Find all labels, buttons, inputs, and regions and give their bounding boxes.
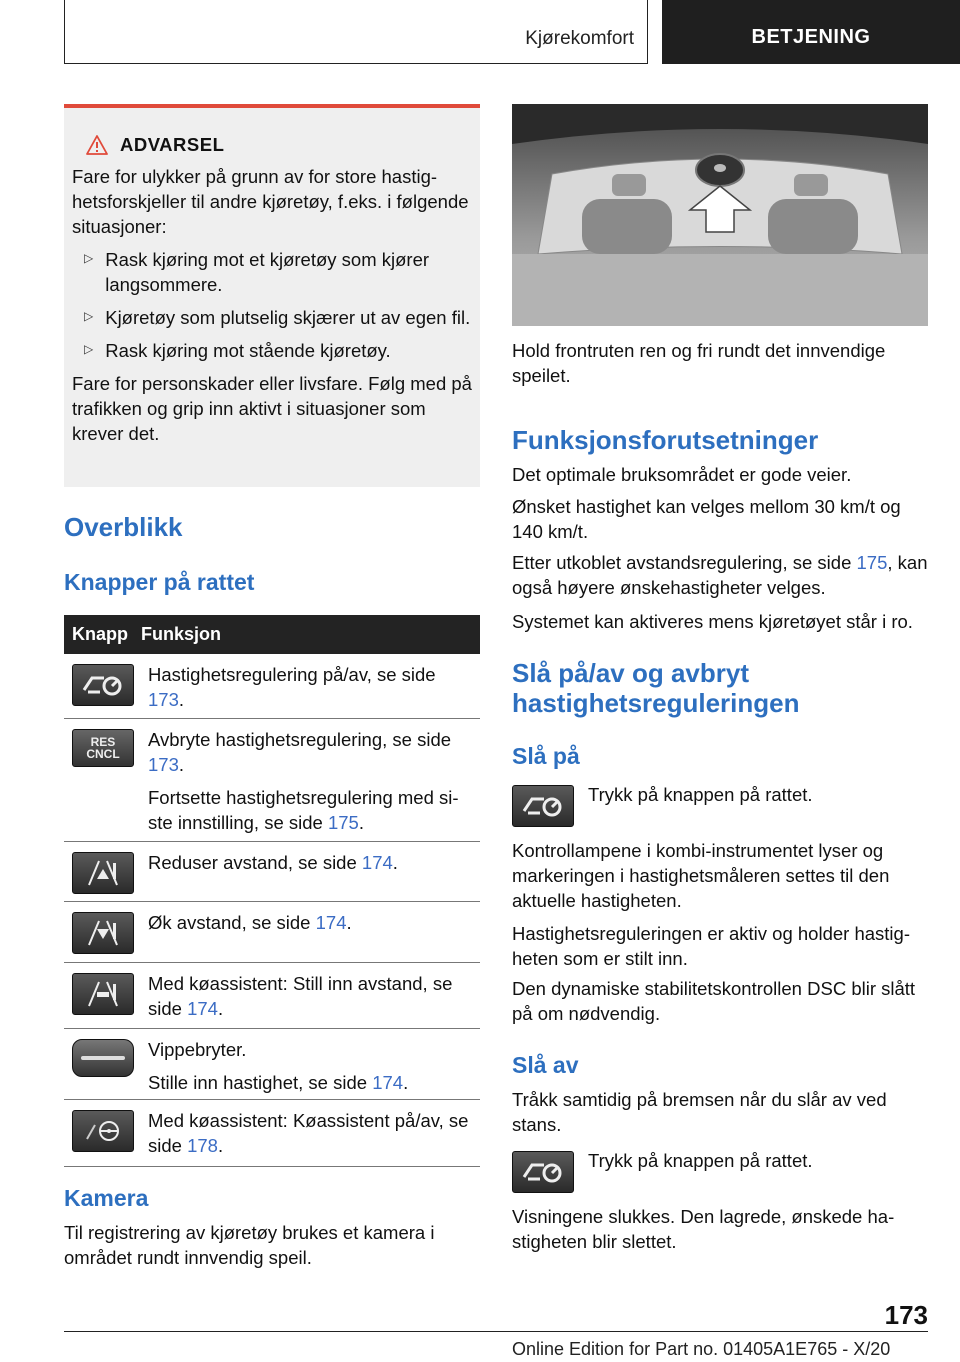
- edition-text: Online Edition for Part no. 01405A1E765 - X/20: [512, 1339, 891, 1359]
- table-row: Med køassistent: Still inn avstand, se side 174.: [64, 963, 480, 1029]
- distance-set-icon: [72, 973, 134, 1015]
- table-row: Øk avstand, se side 174.: [64, 902, 480, 963]
- press-button-text: Trykk på knappen på rattet.: [588, 1150, 813, 1171]
- warning-outro: Fare for personskader eller livsfare. Følg med på trafikken og grip inn aktivt i situasjoner som krever det.: [72, 373, 472, 444]
- bullet-triangle-icon: ▷: [84, 342, 94, 356]
- paragraph: Hastighetsreguleringen er aktiv og holder hastigheten som er stilt inn.: [512, 923, 910, 969]
- heading-switch-on: Slå på: [512, 743, 580, 769]
- section-title: Kjørekomfort: [525, 28, 634, 49]
- warning-box: [64, 104, 480, 487]
- table-row: RES CNCL Avbryte hastighetsregulering, se side 173. Fortsette hastighetsregulering med siste innstilling, se side 175.: [64, 719, 480, 842]
- page-ref-link[interactable]: 174: [372, 1072, 404, 1093]
- buttons-table: [64, 615, 480, 1167]
- table-row: Hastighetsregulering på/av, se side 173.: [64, 654, 480, 719]
- paragraph: Visningene slukkes. Den lagrede, ønskede hastigheten blir slettet.: [512, 1206, 895, 1252]
- bullet-triangle-icon: ▷: [84, 309, 94, 323]
- warning-list: [72, 247, 472, 363]
- page-ref-link[interactable]: 174: [315, 912, 347, 933]
- paragraph: Etter utkoblet avstandsregulering, se side 175, kan også høyere ønskehastigheter velges.: [512, 552, 928, 598]
- table-header: [64, 615, 480, 654]
- queue-assistant-icon: [72, 1110, 134, 1152]
- paragraph: Kontrollampene i kombi-instrumentet lyser og markeringen i hastighetsmåleren settes til den aktuelle hastigheten.: [512, 840, 890, 911]
- table-row: Vippebryter. Stille inn hastighet, se side 174.: [64, 1029, 480, 1100]
- page-ref-link[interactable]: 174: [187, 998, 218, 1019]
- paragraph: Ønsket hastighet kan velges mellom 30 km/t og 140 km/t.: [512, 496, 901, 542]
- page-ref-link[interactable]: 175: [327, 812, 359, 833]
- heading-prerequisites: Funksjonsforutsetninger: [512, 425, 819, 455]
- paragraph: Det optimale bruksområdet er gode veier.: [512, 464, 852, 485]
- cruise-control-icon: [72, 664, 134, 706]
- cruise-control-icon: [512, 785, 574, 827]
- heading-on-off: Slå på/av og avbryt hastighetsreguleringen: [512, 658, 800, 718]
- page-ref-link[interactable]: 173: [148, 689, 179, 710]
- table-row: Reduser avstand, se side 174.: [64, 842, 480, 902]
- warning-intro: Fare for ulykker på grunn av for store hastighetsforskjeller til andre kjøretøy, f.eks. i følgende situasjoner:: [72, 166, 469, 237]
- page-ref-link[interactable]: 173: [148, 754, 179, 775]
- distance-decrease-icon: [72, 852, 134, 894]
- column-header-button: Knapp: [72, 624, 128, 644]
- warning-triangle-icon: [86, 135, 108, 155]
- press-button-text: Trykk på knappen på rattet.: [588, 784, 813, 805]
- heading-switch-off: Slå av: [512, 1052, 579, 1078]
- page-number: 173: [884, 1300, 928, 1330]
- heading-buttons: Knapper på rattet: [64, 569, 255, 595]
- rocker-switch-icon: [72, 1039, 134, 1077]
- heading-overview: Overblikk: [64, 512, 183, 542]
- heading-camera: Kamera: [64, 1185, 149, 1211]
- warning-heading: [86, 134, 472, 156]
- paragraph: Tråkk samtidig på bremsen når du slår av ved stans.: [512, 1089, 887, 1135]
- paragraph: Systemet kan aktiveres mens kjøretøyet står i ro.: [512, 611, 913, 632]
- bullet-triangle-icon: ▷: [84, 251, 94, 265]
- footer-divider: [64, 1331, 928, 1332]
- res-cncl-icon: RES CNCL: [72, 729, 134, 767]
- list-item: ▷ Kjøretøy som plutselig skjærer ut av egen fil.: [84, 307, 471, 328]
- cruise-control-icon: [512, 1151, 574, 1193]
- page-ref-link[interactable]: 174: [361, 852, 393, 873]
- photo-caption: Hold frontruten ren og fri rundt det innvendige speilet.: [512, 340, 886, 386]
- page-ref-link[interactable]: 175: [856, 552, 888, 573]
- warning-title: ADVARSEL: [120, 134, 225, 155]
- table-row: Med køassistent: Køassistent på/av, se side 178.: [64, 1100, 480, 1167]
- page-ref-link[interactable]: 178: [187, 1135, 218, 1156]
- camera-text: Til registrering av kjøretøy brukes et kamera i området rundt innvendig speil.: [64, 1222, 435, 1268]
- interior-mirror-photo: [512, 104, 928, 326]
- chapter-tab[interactable]: BETJENING: [662, 0, 960, 64]
- paragraph: Den dynamiske stabilitetskontrollen DSC blir slått på om nødvendig.: [512, 978, 916, 1024]
- column-header-function: Funksjon: [141, 624, 221, 644]
- list-item: ▷ Rask kjøring mot et kjøretøy som kjører langsommere.: [84, 249, 430, 295]
- distance-increase-icon: [72, 912, 134, 954]
- list-item: ▷ Rask kjøring mot stående kjøretøy.: [84, 340, 391, 361]
